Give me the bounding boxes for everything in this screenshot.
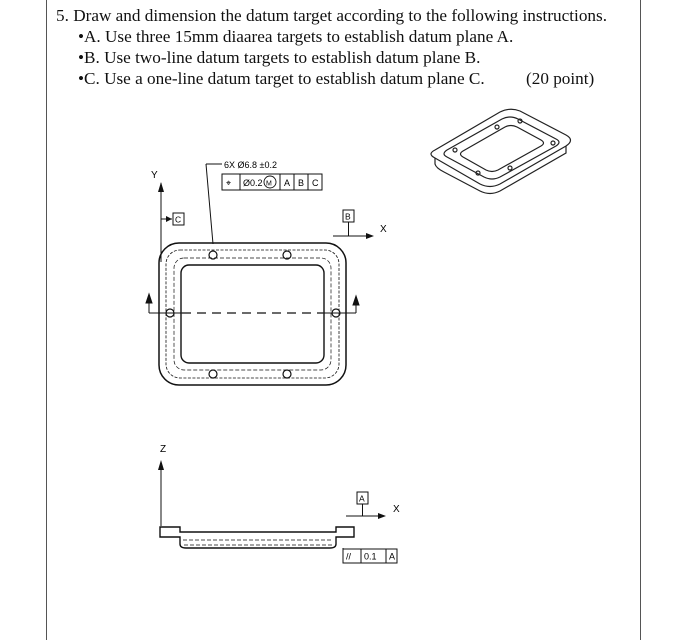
fcf-datum-c: C <box>312 178 319 188</box>
isometric-part-view <box>431 109 571 193</box>
datum-b-label: B <box>345 211 351 222</box>
x-axis-top <box>333 210 387 239</box>
points-label: (20 point) <box>526 69 595 88</box>
position-symbol: ⌖ <box>226 178 232 188</box>
y-axis <box>151 170 184 262</box>
instruction-b: •B. Use two-line datum targets to establish datum plane B. <box>78 48 481 67</box>
fcf-tolerance: Ø0.2 <box>243 178 263 188</box>
side-view-outline <box>160 527 354 548</box>
parallelism-symbol: // <box>346 551 352 562</box>
x-axis-label-top: X <box>380 224 387 235</box>
x-axis-label-side: X <box>393 504 400 515</box>
fcf-modifier: M <box>266 180 272 188</box>
top-view-outline <box>146 243 359 385</box>
parallelism-tolerance: 0.1 <box>364 551 377 562</box>
datum-a-label: A <box>359 493 365 504</box>
hole-callout <box>206 160 277 244</box>
instruction-c: •C. Use a one-line datum target to establish datum plane C. <box>78 69 485 88</box>
hole-callout-text: 6X Ø6.8 ±0.2 <box>224 160 277 170</box>
x-axis-side <box>346 492 400 519</box>
z-axis <box>158 444 166 526</box>
instruction-a: •A. Use three 15mm diaarea targets to establish datum plane A. <box>78 27 514 46</box>
question-title: 5. Draw and dimension the datum target according to the following instructions. <box>56 6 607 25</box>
fcf-datum-b: B <box>298 178 305 188</box>
fcf-datum-a: A <box>284 178 291 188</box>
parallelism-fcf <box>343 548 397 563</box>
datum-c-label: C <box>175 214 182 225</box>
parallelism-datum: A <box>389 551 396 562</box>
y-axis-label: Y <box>151 170 158 181</box>
position-fcf <box>222 174 322 190</box>
z-axis-label: Z <box>160 444 167 455</box>
